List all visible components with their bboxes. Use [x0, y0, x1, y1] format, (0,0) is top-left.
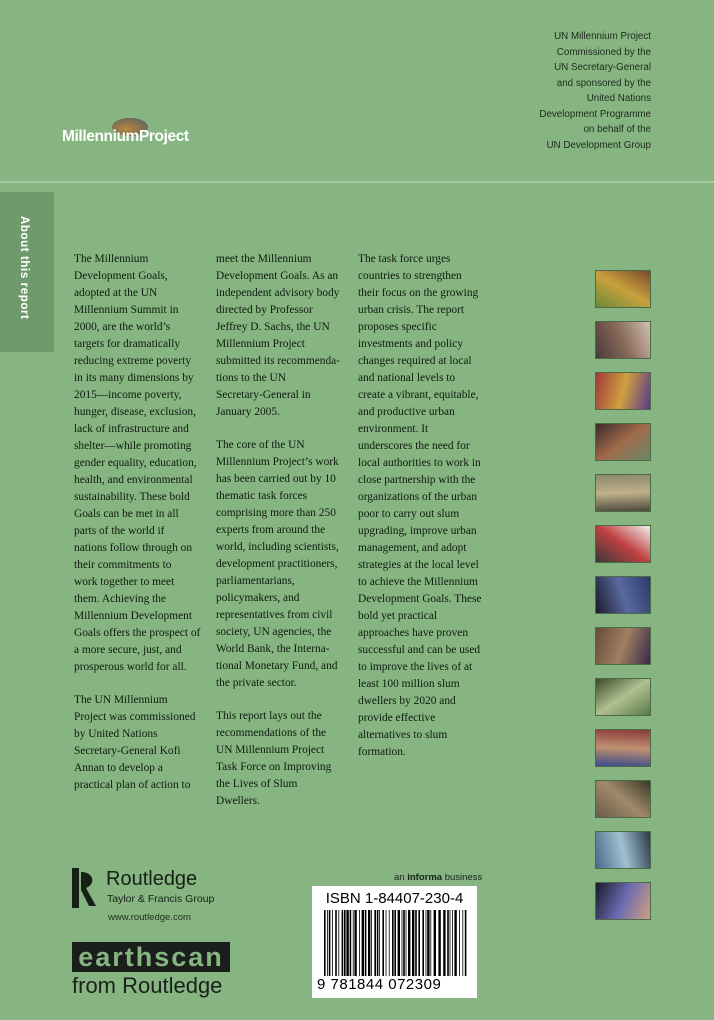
informa-suffix: business [442, 872, 483, 883]
informa-prefix: an [394, 872, 408, 883]
divider [0, 181, 714, 183]
barcode-digits: 9 781844 072309 [317, 976, 442, 993]
about-report-tab [0, 192, 54, 352]
isbn-number: ISBN 1-84407-230-4 [325, 890, 464, 907]
photo-woman-portrait [595, 423, 651, 461]
photo-meeting [595, 321, 651, 359]
org-line: UN Secretary-General [554, 62, 651, 73]
org-line: UN Millennium Project [554, 31, 651, 42]
paragraph: The task force urges countries to strengthen their focus on the growing urban crisis. The report proposes specific investments and policy changes required at local and national levels to create a vibrant, equitable, and productive urban environment. It underscores the need for local authorities to work in close partnership with the organizations of the urban poor to carry out slum upgrading, improve urban management, and adopt strategies at the local level to achieve the Millennium Development Goals. These bold yet practical approaches have proven successful and can be used to improve the lives of at least 100 million slum dwellers by 2020 and provide effective alternatives to slum formation. [358, 253, 482, 758]
logo-text: MillenniumProject [62, 128, 189, 145]
paragraph: The core of the UN Millennium Project’s work has been carried out by 10 thematic task forces comprising more than 250 experts from around the world, including scientists, development practitioners, parliamentarians, policymakers, and representatives from civil society, UN agencies, the World Bank, the Interna- tional Monetary Fund, and the private sector. [216, 439, 339, 689]
text-column-3 [358, 251, 486, 777]
informa-brand: informa [407, 872, 443, 883]
informa-tagline [394, 872, 482, 883]
org-line: UN Development Group [546, 139, 651, 151]
paragraph: The UN Millennium Project was commissioned by United Nations Secretary-General Kofi Annan to develop a practical plan of action to [74, 694, 196, 791]
barcode-bars [324, 910, 467, 976]
paragraph: This report lays out the recommendations of the UN Millennium Project Task Force on Improving the Lives of Slum Dwellers. [216, 710, 332, 807]
paragraph: The Millennium Development Goals, adopted at the UN Millennium Summit in 2000, are the world’s targets for dramatically reducing extreme poverty in its many dimensions by 2015—income poverty, hunger, disease, exclusion, lack of infrastructure and shelter—while promoting gender equality, education, health, and environmental sustainability. These bold Goals can be met in all parts of the world if nations follow through on their commitments to work together to meet them. Achieving the Millennium Development Goals offers the prospect of a more secure, just, and prosperous world for all. [74, 253, 201, 673]
millennium-project-logo [62, 114, 212, 154]
photo-trees [595, 678, 651, 716]
text-column-2 [216, 251, 344, 826]
photo-doctor [595, 525, 651, 563]
about-report-label: About this report [18, 216, 30, 320]
photo-children [595, 729, 651, 767]
photo-worker [595, 627, 651, 665]
publisher-subtitle: Taylor & Francis Group [107, 893, 215, 905]
earthscan-from: from Routledge [72, 973, 223, 998]
photo-crowd [595, 372, 651, 410]
photo-slum [595, 780, 651, 818]
photo-strip [595, 270, 651, 933]
text-column-1 [74, 251, 202, 810]
photo-sleeping-child [595, 882, 651, 920]
earthscan-word: earthscan [78, 942, 224, 972]
org-line: Commissioned by the [556, 46, 651, 58]
isbn-barcode [312, 886, 477, 998]
routledge-mark-icon [72, 868, 98, 908]
org-line: United Nations [586, 93, 651, 104]
org-line: on behalf of the [583, 124, 651, 135]
org-line: Development Programme [539, 108, 651, 120]
org-line: and sponsored by the [556, 77, 651, 89]
publisher-url[interactable]: www.routledge.com [108, 912, 191, 923]
photo-classroom [595, 474, 651, 512]
photo-water [595, 831, 651, 869]
org-info [451, 29, 651, 153]
photo-city-night [595, 576, 651, 614]
photo-market-women [595, 270, 651, 308]
publisher-name: Routledge [106, 868, 198, 890]
paragraph: meet the Millennium Development Goals. As an independent advisory body directed by Professor Jeffrey D. Sachs, the UN Millennium Project submitted its recommenda- tions to the UN Secretary-General in January 2005. [216, 253, 341, 418]
